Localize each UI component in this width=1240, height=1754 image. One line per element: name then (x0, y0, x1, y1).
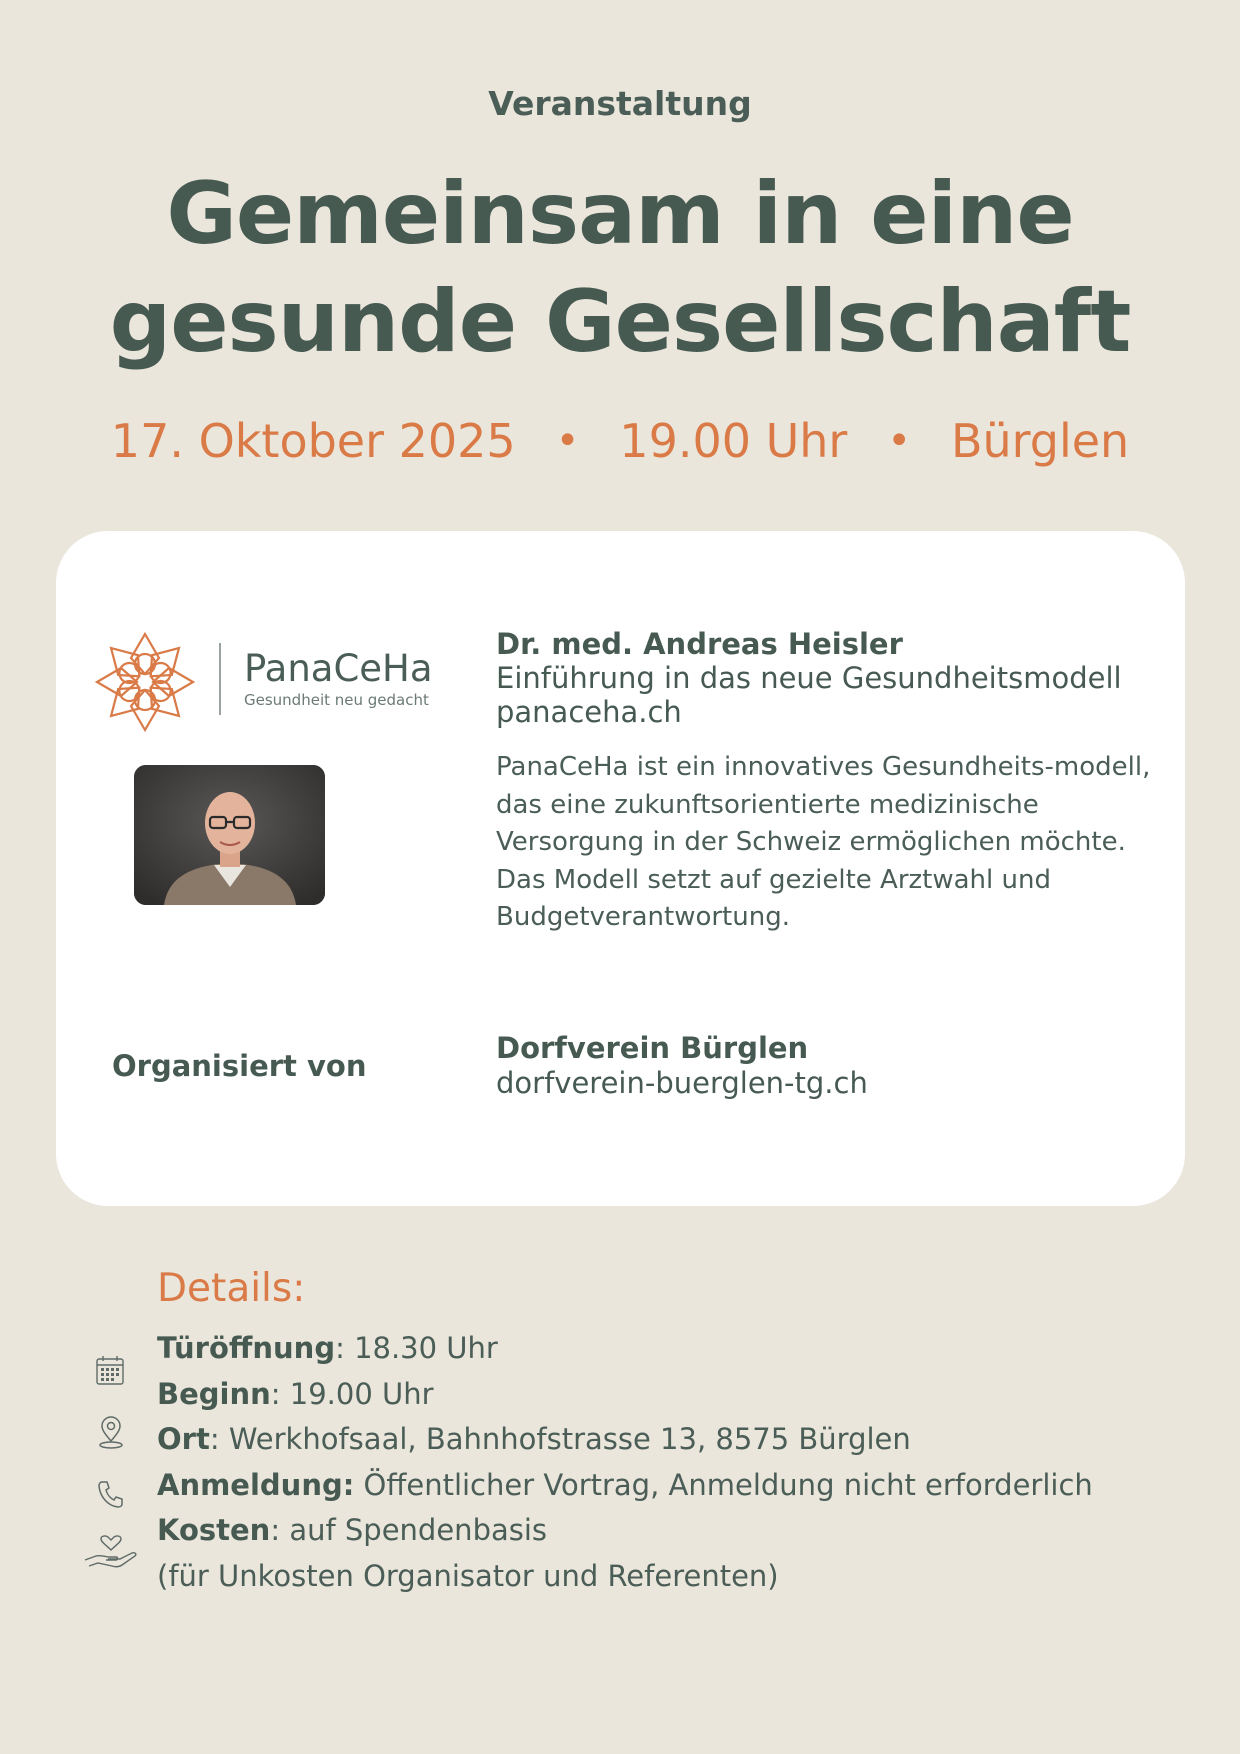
helping-hand-heart-icon (84, 1532, 138, 1570)
speaker-info (496, 627, 1156, 937)
details-list (157, 1326, 1093, 1599)
event-time: 19.00 Uhr (619, 414, 848, 468)
details-note: (für Unkosten Organisator und Referenten) (157, 1558, 779, 1593)
logo-wordmark (244, 647, 433, 709)
separator-dot: • (887, 418, 911, 464)
title-line-1: Gemeinsam in eine (166, 164, 1074, 264)
organizer-label: Organisiert von (112, 1049, 367, 1083)
details-title: Details: (157, 1266, 306, 1311)
logo-divider (219, 643, 221, 715)
details-item-registration: Anmeldung: Öffentlicher Vortrag, Anmeldung nicht erforderlich (157, 1467, 1093, 1502)
event-title (0, 160, 1240, 376)
speaker-topic: Einführung in das neue Gesundheitsmodell (496, 661, 1122, 695)
logo-name: PanaCeHa (244, 647, 433, 690)
event-meta (0, 414, 1240, 468)
speaker-name: Dr. med. Andreas Heisler (496, 627, 903, 661)
speaker-description: PanaCeHa ist ein innovatives Gesundheits-modell, das eine zukunftsorientierte medizinische Versorgung in der Schweiz ermöglichen möchte. Das Modell setzt auf gezielte Arztwahl und Budgetverantwortung. (496, 752, 1151, 932)
speaker-photo (134, 765, 325, 905)
organizer-website-link[interactable]: dorfverein-buerglen-tg.ch (496, 1066, 868, 1100)
phone-icon (97, 1480, 123, 1508)
event-date: 17. Oktober 2025 (110, 414, 516, 468)
location-pin-icon (97, 1416, 125, 1450)
speaker-portrait-icon (134, 765, 325, 905)
event-card (56, 531, 1185, 1206)
speaker-website-link[interactable]: panaceha.ch (496, 695, 682, 729)
details-item-location: Ort: Werkhofsaal, Bahnhofstrasse 13, 8575 Bürglen (157, 1422, 911, 1456)
organizer-info (496, 1031, 868, 1101)
logo-tagline: Gesundheit neu gedacht (244, 691, 429, 709)
event-kicker: Veranstaltung (488, 84, 752, 123)
title-line-2: gesunde Gesellschaft (109, 272, 1131, 372)
details-item-start: Beginn: 19.00 Uhr (157, 1376, 434, 1411)
event-place: Bürglen (950, 414, 1130, 468)
organizer-name: Dorfverein Bürglen (496, 1031, 809, 1065)
separator-dot: • (555, 418, 580, 464)
details-item-door-opening: Türöffnung: 18.30 Uhr (157, 1331, 498, 1365)
panaceha-logo-icon (90, 627, 200, 737)
details-item-costs: Kosten: auf Spendenbasis (157, 1513, 548, 1547)
calendar-icon (96, 1355, 124, 1385)
